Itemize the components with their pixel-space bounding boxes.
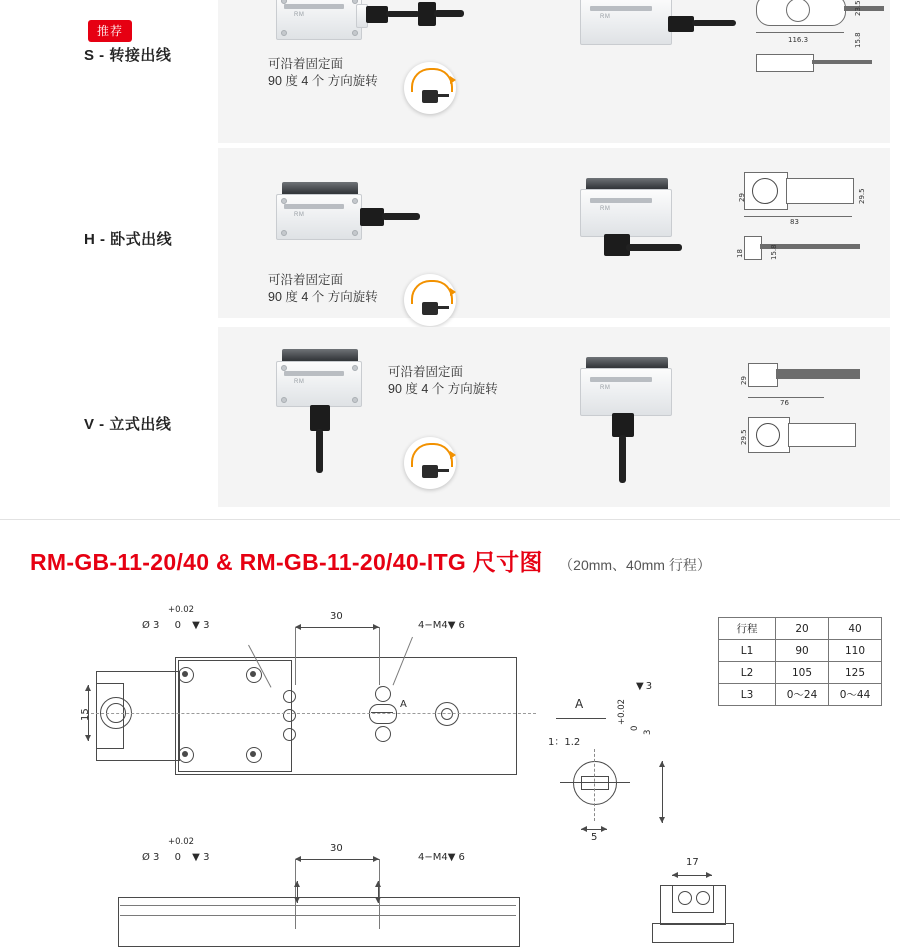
rotation-note-line1: 可沿着固定面 [388,365,464,379]
arrow-front-2 [378,881,379,903]
dim-line-30-front [295,859,379,860]
cable-option-label-h: H - 卧式出线 [84,231,173,248]
carriage-screw-2-core [250,671,256,677]
slot-hole-center [369,704,397,724]
cell-3-0: L3 [719,684,776,706]
dim-29: 29 [740,376,748,385]
rotation-note-s [268,56,378,90]
detail-bore-slot [581,776,609,790]
arrow-front-1 [297,881,298,903]
recommended-badge: 推荐 [88,20,132,42]
cell-2-1: 105 [776,662,829,684]
side-block-hole-right [696,891,710,905]
detail-view-label-a: A [400,699,407,710]
table-row [719,662,882,684]
side-block-base [652,923,734,943]
cable-option-row-h [0,148,900,318]
thread-depth-front: 6 [458,852,465,863]
pin-hole-top [283,690,296,703]
depth-symbol-front: ▼ [192,852,200,863]
pin-hole-mid [283,709,296,722]
section-line-a [556,718,606,719]
cell-3-1: 0～24 [776,684,829,706]
carriage-screw-1-core [182,671,188,677]
top-view-inner-plate [178,660,292,772]
device-illustration-s-left: RM [272,0,382,54]
thread-depth-symbol-top: ▼ [447,620,456,631]
dimension-drawing-h [730,168,894,298]
dim-116-3: 116.3 [788,36,809,44]
rotation-note-line2: 90 度 4 个 方向旋转 [388,382,498,396]
thread-callout-top [418,620,465,631]
cad-drawing-area [0,585,900,940]
device-illustration-v-left: RM [272,349,412,489]
dim-line-5 [581,829,607,830]
right-hole-inner [441,708,453,720]
dim-18: 18 [736,249,744,258]
tolerance-upper-front: +0.02 [168,837,195,847]
cable-option-row-s [0,0,900,143]
cell-1-2: 110 [829,640,882,662]
detail-depth-value: 3 [645,681,653,692]
thread-spec-front: 4−M4 [418,852,448,863]
hole-diameter-front: Ø 3 [142,852,160,863]
m4-hole-bottom [375,726,391,742]
page-title-main: RM-GB-11-20/40 & RM-GB-11-20/40-ITG 尺寸图 [30,549,543,575]
detail-tolerance-lower: 0 [630,725,640,731]
dim-29: 29 [738,193,746,202]
top-view-centerline [86,713,536,714]
cell-1-1: 90 [776,640,829,662]
device-illustration-h-left: RM [272,182,432,282]
ext-line-30-right [379,627,380,685]
tolerance-lower-top: 0 [174,620,181,631]
device-illustration-s-right: RM [578,0,738,58]
section-scale: 1：1.2 [548,737,581,748]
rotation-note-line1: 可沿着固定面 [268,57,344,71]
hole-depth-front: 3 [203,852,210,863]
thread-spec-top: 4−M4 [418,620,448,631]
carriage-screw-3-core [182,751,188,757]
thread-depth-top: 6 [458,620,465,631]
m4-hole-top [375,686,391,702]
cell-3-2: 0～44 [829,684,882,706]
detail-bore-centerline-v [594,749,595,821]
cell-1-0: L1 [719,640,776,662]
dim-text-30-front: 30 [330,843,343,854]
dim-15-8: 15.8 [854,32,862,48]
table-row [719,618,882,640]
tolerance-upper-top: +0.02 [168,605,195,615]
hole-depth-top: 3 [203,620,210,631]
dim-text-17: 17 [686,857,699,868]
rotation-icon-v [404,437,456,489]
tolerance-lower-front: 0 [174,852,181,863]
thread-callout-front [418,852,465,863]
dim-line-17 [672,875,712,876]
device-illustration-h-right: RM [578,178,748,288]
cable-option-label-v: V - 立式出线 [84,416,172,433]
device-illustration-v-right: RM [578,357,738,497]
rotation-icon-h [404,274,456,326]
dim-15-8: 15.8 [770,244,778,260]
detail-tolerance-upper: +0.02 [617,698,627,725]
dim-text-15: 15 [80,708,91,721]
cell-0-2: 40 [829,618,882,640]
rotation-icon-s [404,62,456,114]
thread-depth-symbol-front: ▼ [447,852,456,863]
hole-callout-front [142,852,209,863]
page-title-sub: （20mm、40mm 行程） [559,557,711,573]
cell-2-2: 125 [829,662,882,684]
dim-29-5: 29.5 [858,188,866,204]
table-row [719,684,882,706]
rotation-note-line1: 可沿着固定面 [268,273,344,287]
detail-depth-callout: ▼ 3 [636,681,653,692]
cell-0-1: 20 [776,618,829,640]
rotation-note-h [268,272,378,306]
rotation-note-line2: 90 度 4 个 方向旋转 [268,74,378,88]
section-divider [0,519,900,520]
dim-23-5: 23.5 [854,0,862,16]
dim-76: 76 [780,399,789,407]
cell-2-0: L2 [719,662,776,684]
section-label-a: A [575,697,584,711]
dim-text-30: 30 [330,611,343,622]
dim-line-30 [295,627,379,628]
cable-option-label-s: S - 转接出线 [84,47,172,64]
rotation-note-line2: 90 度 4 个 方向旋转 [268,290,378,304]
cable-option-row-v [0,327,900,507]
dim-text-5: 5 [591,832,598,843]
hole-diameter-top: Ø 3 [142,620,160,631]
cell-0-0: 行程 [719,618,776,640]
rotation-note-v [388,364,498,398]
dimension-drawing-s [742,0,892,112]
page-title [30,544,711,577]
dim-29-5: 29.5 [740,429,748,445]
front-view-edge-line-2 [120,915,516,916]
detail-bore-centerline-h [560,782,630,783]
depth-symbol-top: ▼ [192,620,200,631]
stroke-table [718,617,882,706]
detail-dim: 3 [643,729,653,735]
table-row [719,640,882,662]
dim-83: 83 [790,218,799,226]
hole-callout-top [142,620,209,631]
pin-hole-bottom [283,728,296,741]
dim-line-detail [662,761,663,823]
side-block-hole-left [678,891,692,905]
ext-line-30-left [295,627,296,685]
dimension-drawing-v [730,353,894,493]
carriage-screw-4-core [250,751,256,757]
front-view-edge-line-1 [120,905,516,906]
